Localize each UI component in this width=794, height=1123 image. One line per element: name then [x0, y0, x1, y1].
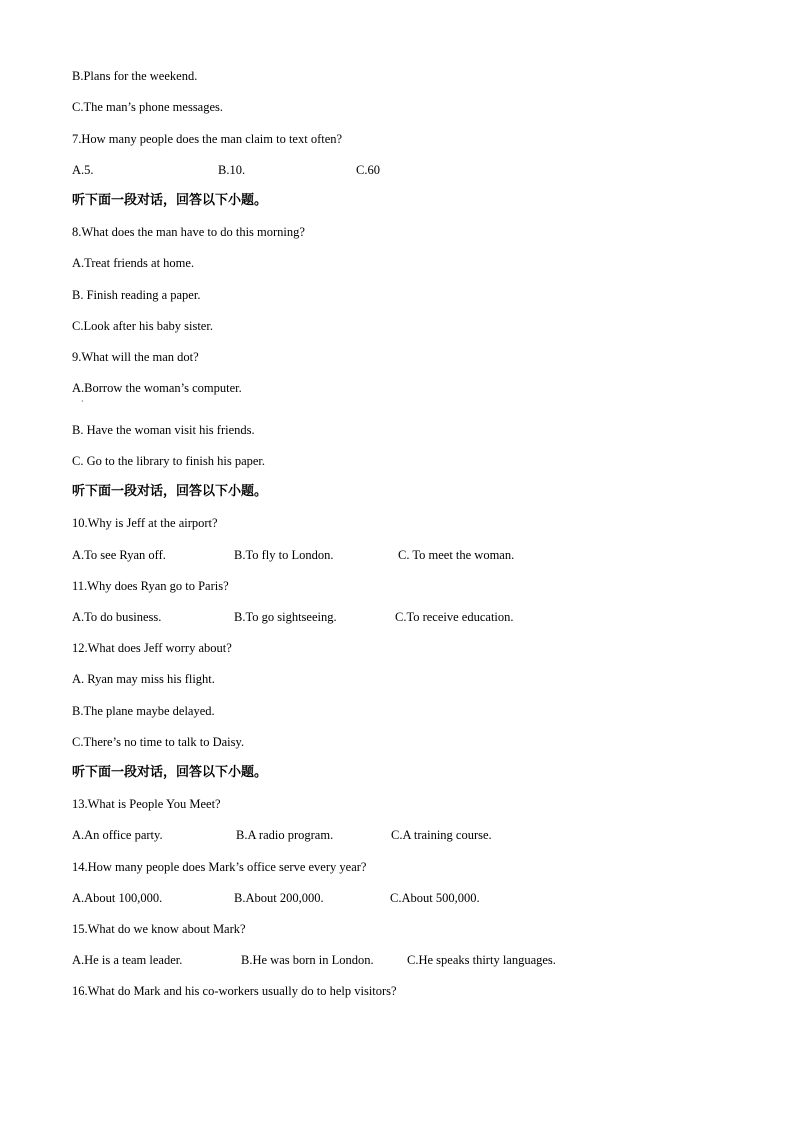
question-12: 12.What does Jeff worry about?	[72, 641, 232, 655]
section-heading-2: 听下面一段对话，回答以下小题。	[72, 484, 268, 499]
option-7b: B.10.	[218, 163, 246, 177]
option-9a: A.Borrow the woman’s computer.	[72, 381, 242, 395]
option-8a: A.Treat friends at home.	[72, 256, 195, 270]
option-10c: C. To meet the woman.	[398, 548, 515, 562]
option-11c: C.To receive education.	[395, 610, 514, 624]
option-13c: C.A training course.	[391, 828, 492, 842]
question-16: 16.What do Mark and his co-workers usually do to help visitors?	[72, 984, 397, 998]
option-12c: C.There’s no time to talk to Daisy.	[72, 735, 245, 749]
option-13b: B.A radio program.	[236, 828, 334, 842]
question-15: 15.What do we know about Mark?	[72, 922, 246, 936]
option-9c: C. Go to the library to finish his paper.	[72, 454, 266, 468]
option-14a: A.About 100,000.	[72, 891, 163, 905]
question-13: 13.What is People You Meet?	[72, 797, 221, 811]
option-15c: C.He speaks thirty languages.	[407, 953, 556, 967]
section-heading-3: 听下面一段对话，回答以下小题。	[72, 765, 268, 780]
option-13a: A.An office party.	[72, 828, 163, 842]
option-7a: A.5.	[72, 163, 94, 177]
option-8c: C.Look after his baby sister.	[72, 319, 213, 333]
option-12b: B.The plane maybe delayed.	[72, 704, 215, 718]
option-15a: A.He is a team leader.	[72, 953, 183, 967]
stray-mark: ·	[81, 397, 84, 406]
option-14c: C.About 500,000.	[390, 891, 480, 905]
section-heading-1: 听下面一段对话，回答以下小题。	[72, 193, 268, 208]
question-11: 11.Why does Ryan go to Paris?	[72, 579, 229, 593]
question-7: 7.How many people does the man claim to text often?	[72, 132, 343, 146]
option-11a: A.To do business.	[72, 610, 162, 624]
option-14b: B.About 200,000.	[234, 891, 324, 905]
question-8: 8.What does the man have to do this morning?	[72, 225, 305, 239]
option-8b: B. Finish reading a paper.	[72, 288, 201, 302]
option-7c: C.60	[356, 163, 380, 177]
option-10a: A.To see Ryan off.	[72, 548, 166, 562]
option-6c: C.The man’s phone messages.	[72, 100, 224, 114]
option-6b: B.Plans for the weekend.	[72, 69, 198, 83]
option-9b: B. Have the woman visit his friends.	[72, 423, 255, 437]
option-12a: A. Ryan may miss his flight.	[72, 672, 215, 686]
option-10b: B.To fly to London.	[234, 548, 334, 562]
question-14: 14.How many people does Mark’s office serve every year?	[72, 860, 367, 874]
question-9: 9.What will the man dot?	[72, 350, 199, 364]
question-10: 10.Why is Jeff at the airport?	[72, 516, 218, 530]
option-15b: B.He was born in London.	[241, 953, 374, 967]
option-11b: B.To go sightseeing.	[234, 610, 337, 624]
